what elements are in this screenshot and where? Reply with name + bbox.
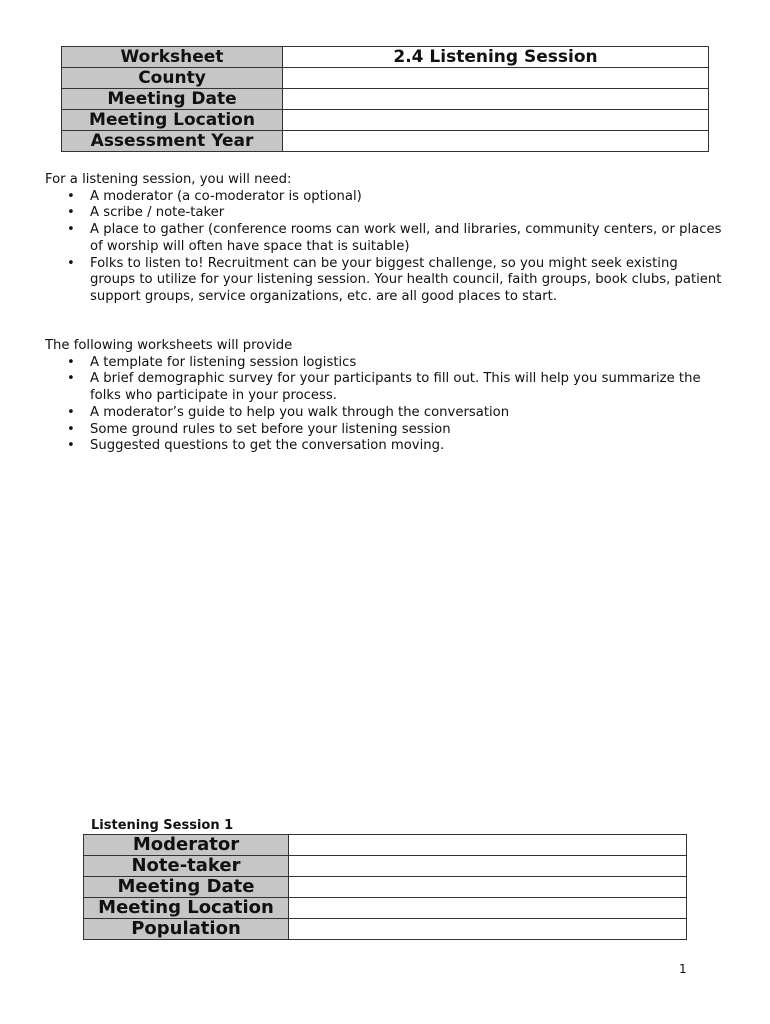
worksheet-title: 2.4 Listening Session	[283, 47, 709, 68]
meeting-date-field[interactable]	[283, 89, 709, 110]
list-item	[45, 438, 725, 455]
listening-session-table	[83, 834, 687, 940]
bullet-icon: •	[67, 404, 75, 420]
table-row	[62, 131, 709, 152]
bullet-icon: •	[67, 421, 75, 437]
note-taker-field[interactable]	[289, 856, 687, 877]
row-label-meeting-location: Meeting Location	[84, 898, 289, 919]
bullet-icon: •	[67, 371, 75, 387]
list-item-text: A moderator’s guide to help you walk through the conversation	[90, 404, 510, 420]
list-item	[45, 371, 725, 404]
session-meeting-location-field[interactable]	[289, 898, 687, 919]
row-label-county: County	[62, 68, 283, 89]
row-label-worksheet: Worksheet	[62, 47, 283, 68]
page-number: 1	[679, 962, 687, 976]
list-item-text: A brief demographic survey for your participants to fill out. This will help you summarize the folks who participate in your process.	[90, 371, 701, 404]
list-item-text: A moderator (a co-moderator is optional)	[90, 188, 362, 204]
bullet-icon: •	[67, 188, 75, 204]
table-row	[62, 110, 709, 131]
table-row	[62, 89, 709, 110]
list-item-text: A place to gather (conference rooms can work well, and libraries, community centers, or places of worship will often have space that is suitable)	[90, 222, 722, 254]
assessment-year-field[interactable]	[283, 131, 709, 152]
worksheets-list	[45, 355, 725, 455]
row-label-assessment-year: Assessment Year	[62, 131, 283, 152]
list-item	[45, 189, 725, 206]
list-item	[45, 355, 725, 372]
bullet-icon: •	[67, 205, 75, 221]
worksheets-intro: The following worksheets will provide	[45, 338, 293, 353]
row-label-population: Population	[84, 919, 289, 940]
bullet-icon: •	[67, 354, 75, 370]
list-item-text: Folks to listen to! Recruitment can be your biggest challenge, so you might seek existing groups to utilize for your listening session. Your health council, faith groups, book clubs, patient support groups, service organizations, etc. are all good places to start.	[90, 255, 722, 304]
needs-intro: For a listening session, you will need:	[45, 172, 292, 187]
worksheet-header-table	[61, 46, 709, 152]
table-row	[84, 919, 687, 940]
meeting-location-field[interactable]	[283, 110, 709, 131]
row-label-moderator: Moderator	[84, 835, 289, 856]
table-row	[84, 856, 687, 877]
row-label-note-taker: Note-taker	[84, 856, 289, 877]
table-row	[84, 835, 687, 856]
list-item-text: Some ground rules to set before your listening session	[90, 421, 451, 437]
list-item-text: A scribe / note-taker	[90, 205, 225, 221]
list-item	[45, 222, 725, 255]
row-label-meeting-date: Meeting Date	[62, 89, 283, 110]
list-item-text: A template for listening session logistics	[90, 354, 357, 370]
worksheets-section	[45, 338, 725, 455]
needs-list	[45, 189, 725, 306]
population-field[interactable]	[289, 919, 687, 940]
session-table-caption: Listening Session 1	[91, 818, 234, 833]
table-row	[62, 47, 709, 68]
moderator-field[interactable]	[289, 835, 687, 856]
bullet-icon: •	[67, 255, 75, 271]
table-row	[62, 68, 709, 89]
list-item	[45, 205, 725, 222]
list-item-text: Suggested questions to get the conversation moving.	[90, 438, 445, 454]
row-label-meeting-date: Meeting Date	[84, 877, 289, 898]
bullet-icon: •	[67, 222, 75, 238]
needs-section	[45, 172, 725, 306]
table-row	[84, 877, 687, 898]
table-row	[84, 898, 687, 919]
list-item	[45, 405, 725, 422]
list-item	[45, 256, 725, 306]
list-item	[45, 422, 725, 439]
row-label-meeting-location: Meeting Location	[62, 110, 283, 131]
bullet-icon: •	[67, 438, 75, 454]
session-meeting-date-field[interactable]	[289, 877, 687, 898]
county-field[interactable]	[283, 68, 709, 89]
